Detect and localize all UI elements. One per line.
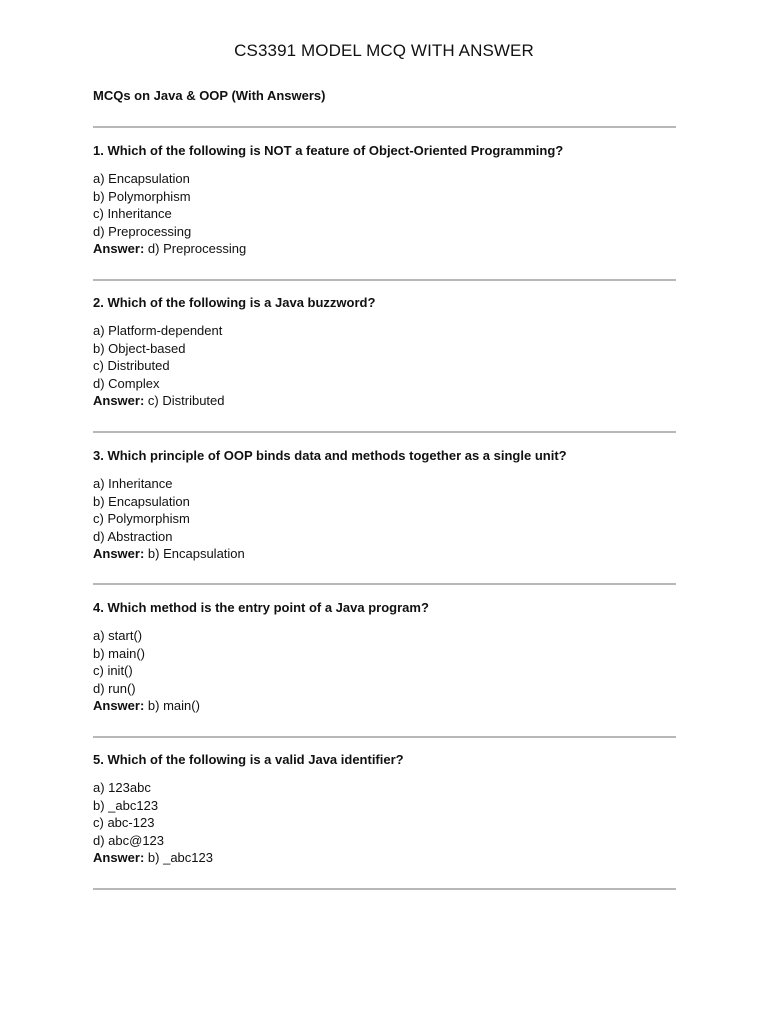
question-1 [93,142,693,258]
question-2 [93,294,693,410]
section-divider [93,583,676,585]
section-divider [93,888,676,890]
document-subtitle: MCQs on Java & OOP (With Answers) [93,88,326,103]
option-a: a) 123abc [93,780,151,795]
section-divider [93,736,676,738]
option-b: b) Polymorphism [93,188,191,204]
answer-row [93,697,693,715]
answer-value: b) main() [147,698,200,713]
answer-label: Answer: [93,241,145,256]
question-text: 1. Which of the following is NOT a feature of Object-Oriented Programming? [93,143,564,158]
option-a: a) start() [93,628,143,643]
option-b: b) Object-based [93,340,186,356]
answer-row [93,545,693,563]
option-d: d) abc@123 [93,832,165,848]
option-c: c) Distributed [93,358,170,373]
question-text: 2. Which of the following is a Java buzzword? [93,295,376,310]
answer-row [93,849,693,867]
option-c: c) Polymorphism [93,511,190,526]
option-a: a) Inheritance [93,476,173,491]
answer-row [93,240,693,258]
option-c: c) abc-123 [93,815,155,830]
question-text: 5. Which of the following is a valid Java identifier? [93,752,404,767]
section-divider [93,126,676,128]
option-b: b) main() [93,645,146,661]
option-d: d) run() [93,680,136,696]
option-d: d) Abstraction [93,528,173,544]
option-c: c) Inheritance [93,206,172,221]
question-text: 3. Which principle of OOP binds data and methods together as a single unit? [93,448,567,463]
option-d: d) Complex [93,375,160,391]
answer-label: Answer: [93,546,145,561]
answer-label: Answer: [93,393,145,408]
answer-label: Answer: [93,850,145,865]
document-title: CS3391 MODEL MCQ WITH ANSWER [234,41,534,60]
option-b: b) _abc123 [93,797,159,813]
option-b: b) Encapsulation [93,493,190,509]
option-d: d) Preprocessing [93,223,192,239]
question-4 [93,599,693,715]
question-3 [93,447,693,563]
answer-value: b) _abc123 [147,850,213,865]
answer-value: d) Preprocessing [147,241,247,256]
question-text: 4. Which method is the entry point of a Java program? [93,600,429,615]
option-a: a) Platform-dependent [93,323,223,338]
answer-value: c) Distributed [147,393,225,408]
answer-label: Answer: [93,698,145,713]
question-5 [93,751,693,867]
section-divider [93,279,676,281]
answer-row [93,392,693,410]
section-divider [93,431,676,433]
answer-value: b) Encapsulation [147,546,245,561]
option-a: a) Encapsulation [93,171,190,186]
option-c: c) init() [93,663,133,678]
